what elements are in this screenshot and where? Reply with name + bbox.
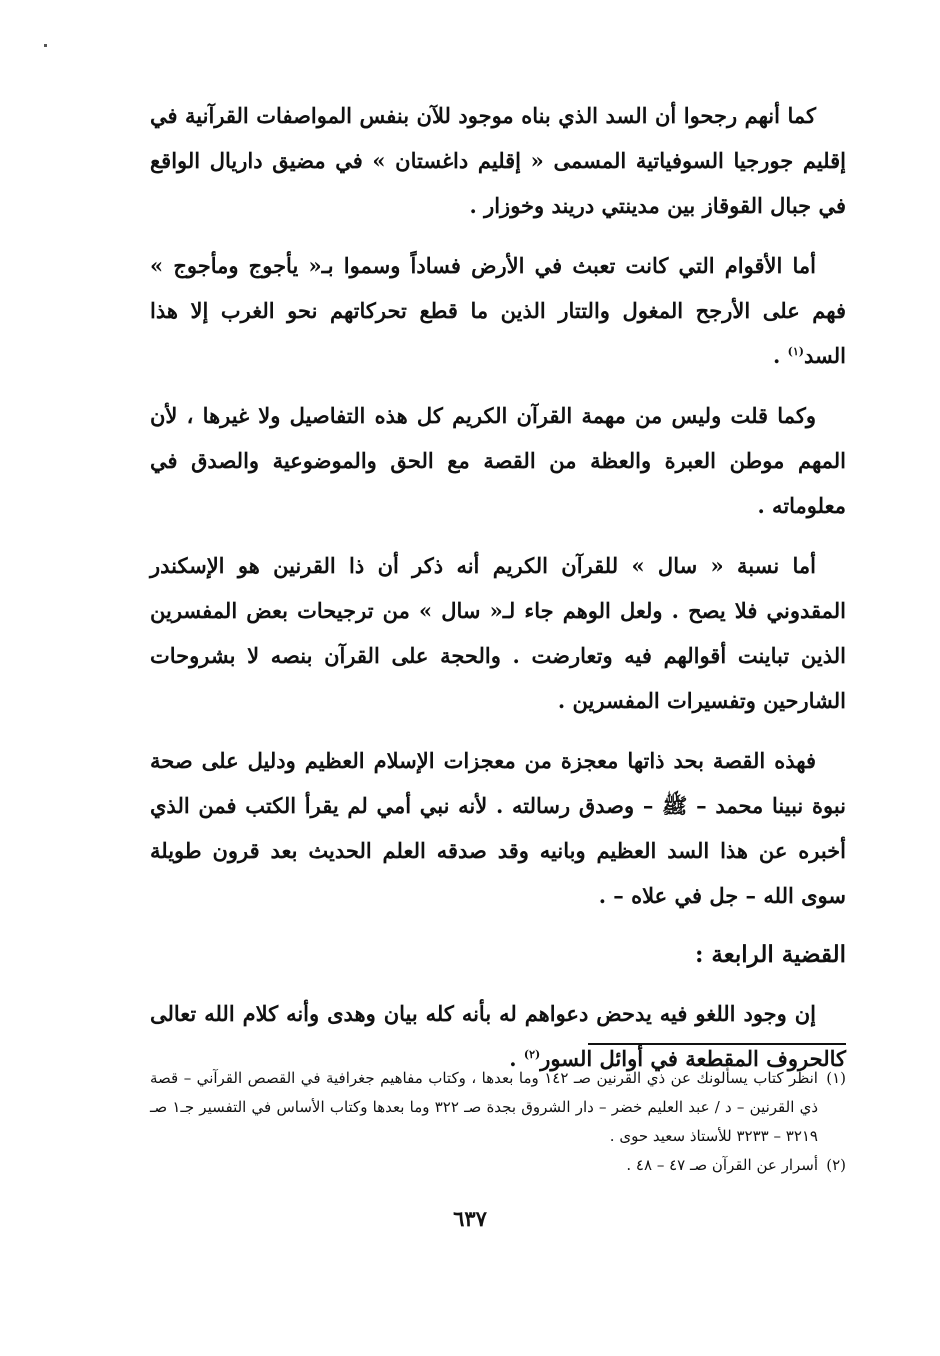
footnote-divider <box>588 1043 846 1045</box>
paragraph-5: فهذه القصة بحد ذاتها معجزة من معجزات الإسلام العظيم ودليل على صحة نبوة نبينا محمد – ﷺ – وصدق رسالته . لأنه نبي أمي لم يقرأ الكتب فمن الذي أخبره عن هذا السد العظيم وبانيه وقد صدقه العلم الحديث بعد قرون طويلة سوى الله – جل في علاه – . <box>150 748 846 908</box>
footnote-ref-2[interactable]: (٢) <box>523 1048 541 1061</box>
footnote-2 <box>150 1151 846 1180</box>
footnote-1-text: انظر كتاب يسألونك عن ذي القرنين صـ ١٤٢ وما بعدها ، وكتاب مفاهيم جغرافية في القصص القرآني – قصة ذي القرنين – د / عبد العليم خضر – دار الشروق بجدة صـ ٣٢٢ وما بعدها وكتاب الأساس في التفسير جـ١ صـ ٣٢١٩ – ٣٢٣٣ للأستاذ سعيد حوى . <box>150 1069 819 1145</box>
paragraph-1: كما أنهم رجحوا أن السد الذي بناه موجود للآن بنفس المواصفات القرآنية في إقليم جورجيا السوفياتية المسمى « إقليم داغستان » في مضيق داريال الواقع في جبال القوقاز بين مدينتي دريند وخوزار . <box>150 103 846 218</box>
paragraph-6-end: . <box>509 1046 524 1071</box>
paragraph-3: وكما قلت وليس من مهمة القرآن الكريم كل هذه التفاصيل ولا غيرها ، لأن المهم موطن العبرة والعظة من القصة مع الحق والموضوعية والصدق في معلوماته . <box>150 403 846 518</box>
footnotes <box>150 1064 846 1180</box>
paragraph-4: أما نسبة « سال » للقرآن الكريم أنه ذكر أن ذا القرنين هو الإسكندر المقدوني فلا يصح . ولعل الوهم جاء لـ« سال » من ترجيحات بعض المفسرين الذين تباينت أقوالهم فيه وتعارضت . والحجة على القرآن بنصه لا بشروحات الشارحين وتفسيرات المفسرين . <box>150 553 846 713</box>
footnote-1-number: (١) <box>826 1069 846 1087</box>
footnote-1 <box>150 1064 846 1151</box>
footnote-ref-1[interactable]: (١) <box>787 345 804 358</box>
paragraph-6-text: إن وجود اللغو فيه يدحض دعواهم له بأنه كله بيان وهدى وأنه كلام الله تعالى كالحروف المقطعة في أوائل السور <box>150 1001 846 1071</box>
footnote-2-number: (٢) <box>826 1156 846 1174</box>
paragraph-2-text: أما الأقوام التي كانت تعبث في الأرض فساداً وسموا بـ« يأجوج ومأجوج » فهم على الأرجح المغول والتتار الذين ما قطع تحركاتهم نحو الغرب إلا هذا السد <box>150 253 846 368</box>
footnote-2-text: أسرار عن القرآن صـ ٤٧ – ٤٨ . <box>626 1156 818 1174</box>
paragraph-2-end: . <box>773 343 788 368</box>
page-number: ٦٣٧ <box>453 1206 487 1231</box>
paragraph-2 <box>150 243 846 378</box>
main-text <box>150 93 846 1096</box>
section-heading: القضية الرابعة : <box>694 941 846 968</box>
scan-speck <box>44 44 47 47</box>
